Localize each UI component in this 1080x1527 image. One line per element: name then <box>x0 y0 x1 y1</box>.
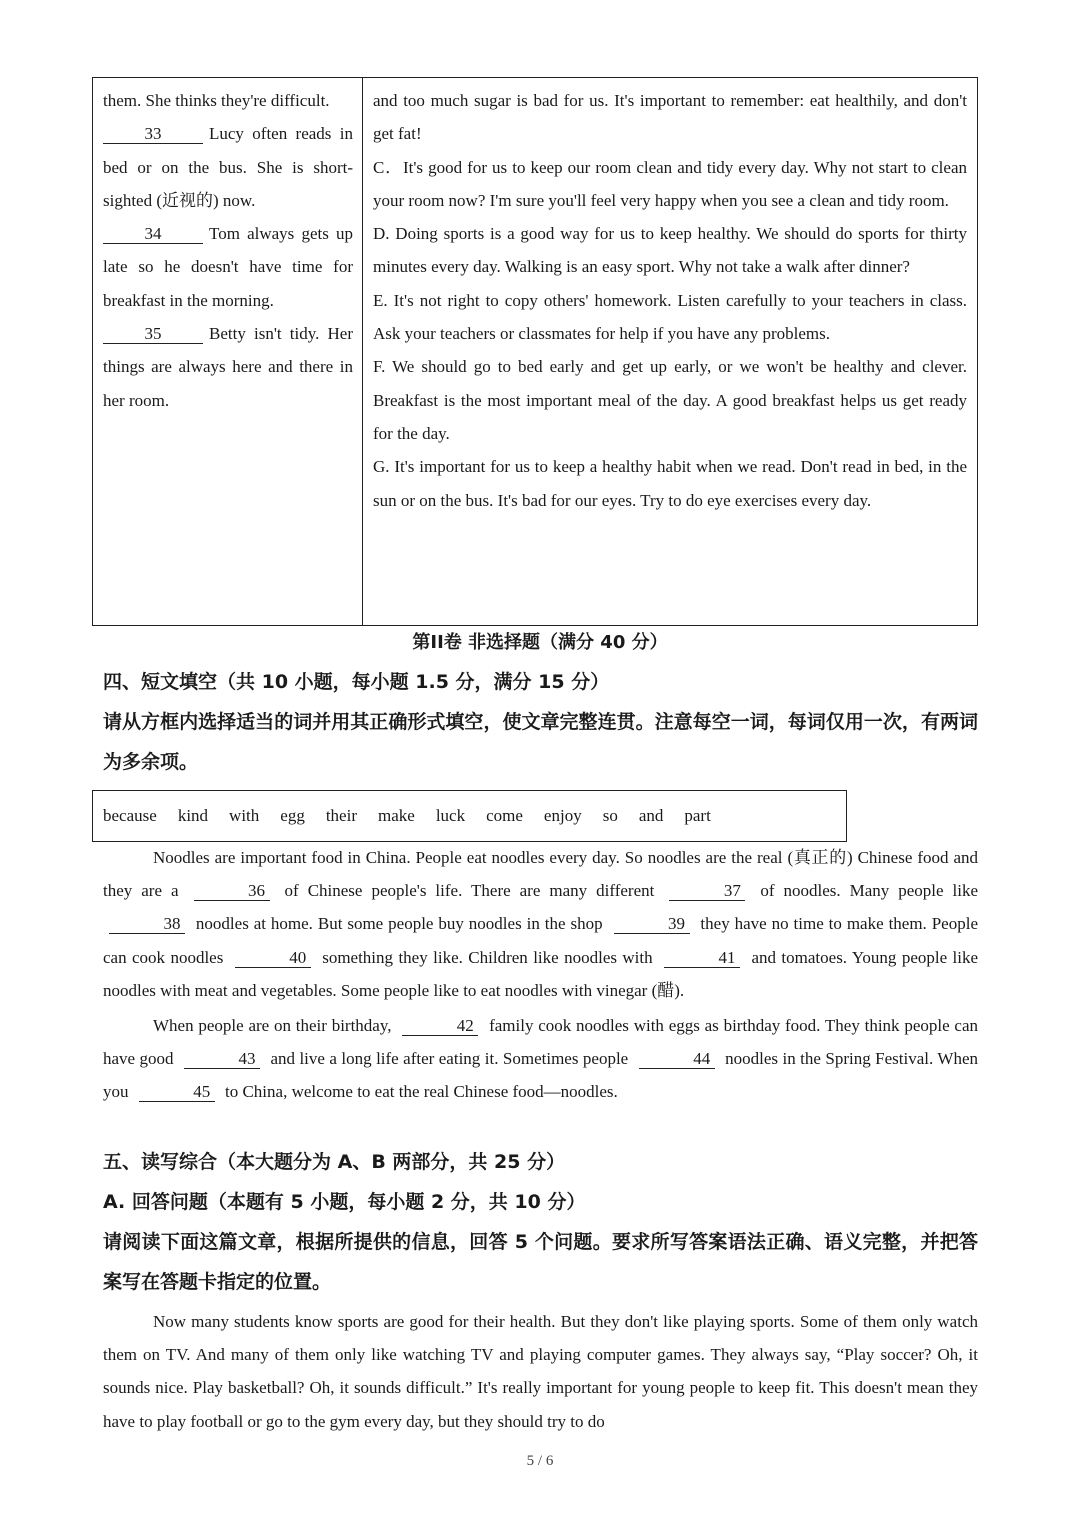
part5-subheading: A. 回答问题（本题有 5 小题，每小题 2 分，共 10 分） <box>103 1191 586 1213</box>
answer-blank-34[interactable]: 34 <box>103 225 203 244</box>
word-bank <box>92 790 847 842</box>
word-bank-item: kind <box>177 806 209 825</box>
cloze-blank-42[interactable]: 42 <box>402 1017 478 1036</box>
option-f: F. We should go to bed early and get up early, or we won't be healthy and clever. Breakfast is the most important meal of the day. A good breakfast helps us get ready for the day. <box>373 357 967 443</box>
word-bank-item: make <box>377 806 415 825</box>
word-bank-item: luck <box>435 806 466 825</box>
left-item-text: Tom always gets up late so he doesn't have time for breakfast in the morning. <box>103 224 353 310</box>
cloze-blank-45[interactable]: 45 <box>139 1083 215 1102</box>
reading-passage <box>103 1305 978 1438</box>
answer-blank-33[interactable]: 33 <box>103 125 203 144</box>
matching-right-column <box>363 78 977 625</box>
part5-instruction: 请阅读下面这篇文章，根据所提供的信息，回答 5 个问题。要求所写答案语法正确、语义完整，并把答案写在答题卡指定的位置。 <box>103 1231 978 1293</box>
cloze-blank-37[interactable]: 37 <box>669 882 745 901</box>
option-g: G. It's important for us to keep a healthy habit when we read. Don't read in bed, in the sun or on the bus. It's bad for our eyes. Try to do eye exercises every day. <box>373 457 967 510</box>
cloze-blank-39[interactable]: 39 <box>614 915 690 934</box>
passage-text: of noodles. Many people like <box>760 881 979 901</box>
word-bank-item: come <box>486 806 523 825</box>
option-b-continuation: and too much sugar is bad for us. It's important to remember: eat healthily, and don't get fat! <box>373 91 967 144</box>
option-c: C．It's good for us to keep our room clean and tidy every day. Why not start to clean your room now? I'm sure you'll feel very happy when you see a clean and tidy room. <box>373 157 967 210</box>
cloze-passage <box>103 841 978 1109</box>
left-item-35 <box>103 317 353 417</box>
left-item-text: Lucy often reads in bed or on the bus. She is short-sighted (近视的) now. <box>103 124 353 210</box>
passage-text: to China, welcome to eat the real Chinese food—noodles. <box>225 1082 618 1102</box>
word-bank-item: so <box>602 806 618 825</box>
passage-text: noodles in the Spring Festival. When you <box>103 1049 978 1102</box>
part4-heading: 四、短文填空（共 10 小题，每小题 1.5 分，满分 15 分） <box>103 671 610 693</box>
cloze-blank-43[interactable]: 43 <box>184 1050 260 1069</box>
cloze-blank-40[interactable]: 40 <box>235 949 311 968</box>
answer-blank-35[interactable]: 35 <box>103 325 203 344</box>
part5-heading: 五、读写综合（本大题分为 A、B 两部分，共 25 分） <box>103 1151 566 1173</box>
passage-text: family cook noodles with eggs as birthday food. They think people can have good <box>103 1016 979 1069</box>
passage-text: they have no time to make them. People can cook noodles <box>103 914 978 967</box>
word-bank-item: their <box>325 806 357 825</box>
matching-table <box>92 77 978 626</box>
word-bank-item: because <box>103 806 157 825</box>
word-bank-item: with <box>229 806 260 825</box>
cloze-blank-36[interactable]: 36 <box>194 882 270 901</box>
cloze-blank-41[interactable]: 41 <box>664 949 740 968</box>
word-bank-item: and <box>638 806 664 825</box>
reading-paragraph: Now many students know sports are good for their health. But they don't like playing sports. Some of them only watch them on TV. And many of them only like watching TV and playing computer games. They always say, “Play soccer? Oh, it sounds nice. Play basketball? Oh, it sounds difficult.” It's really important for young people to keep fit. This doesn't mean they have to play football or go to the gym every day, but they should try to do <box>103 1312 978 1431</box>
cloze-blank-44[interactable]: 44 <box>639 1050 715 1069</box>
option-e: E. It's not right to copy others' homework. Listen carefully to your teachers in class. Ask your teachers or classmates for help if you have any problems. <box>373 290 967 344</box>
matching-left-column <box>93 78 363 625</box>
passage-text: something they like. Children like noodles with <box>322 947 653 967</box>
left-item-text: Betty isn't tidy. Her things are always here and there in her room. <box>103 324 353 410</box>
left-intro: them. She thinks they're difficult. <box>103 91 330 110</box>
option-d: D. Doing sports is a good way for us to keep healthy. We should do sports for thirty minutes every day. Walking is an easy sport. Why not take a walk after dinner? <box>373 224 967 277</box>
cloze-paragraph-1 <box>103 841 978 1007</box>
passage-text: and live a long life after eating it. Sometimes people <box>270 1049 629 1069</box>
left-item-33 <box>103 117 353 217</box>
word-bank-item: egg <box>280 806 305 825</box>
passage-text: When people are on their birthday, <box>153 1016 392 1036</box>
passage-text: noodles at home. But some people buy noodles in the shop <box>195 914 603 934</box>
passage-text: of Chinese people's life. There are many different <box>284 881 655 901</box>
cloze-blank-38[interactable]: 38 <box>109 915 185 934</box>
word-bank-item: part <box>684 806 711 825</box>
passage-text: Noodles are important food in China. People eat noodles every day. So noodles are the real (真正的) Chinese food and they are a <box>103 848 978 901</box>
page-number: 5 / 6 <box>526 1453 554 1469</box>
word-bank-item: enjoy <box>543 806 582 825</box>
part4-instruction: 请从方框内选择适当的词并用其正确形式填空，使文章完整连贯。注意每空一词，每词仅用一次，有两词为多余项。 <box>103 711 978 773</box>
cloze-paragraph-2 <box>103 1009 978 1109</box>
section-title: 第II卷 非选择题（满分 40 分） <box>412 632 668 653</box>
passage-text: and tomatoes. Young people like noodles with meat and vegetables. Some people like to eat noodles with vinegar (醋). <box>103 947 979 1000</box>
left-item-34 <box>103 217 353 317</box>
